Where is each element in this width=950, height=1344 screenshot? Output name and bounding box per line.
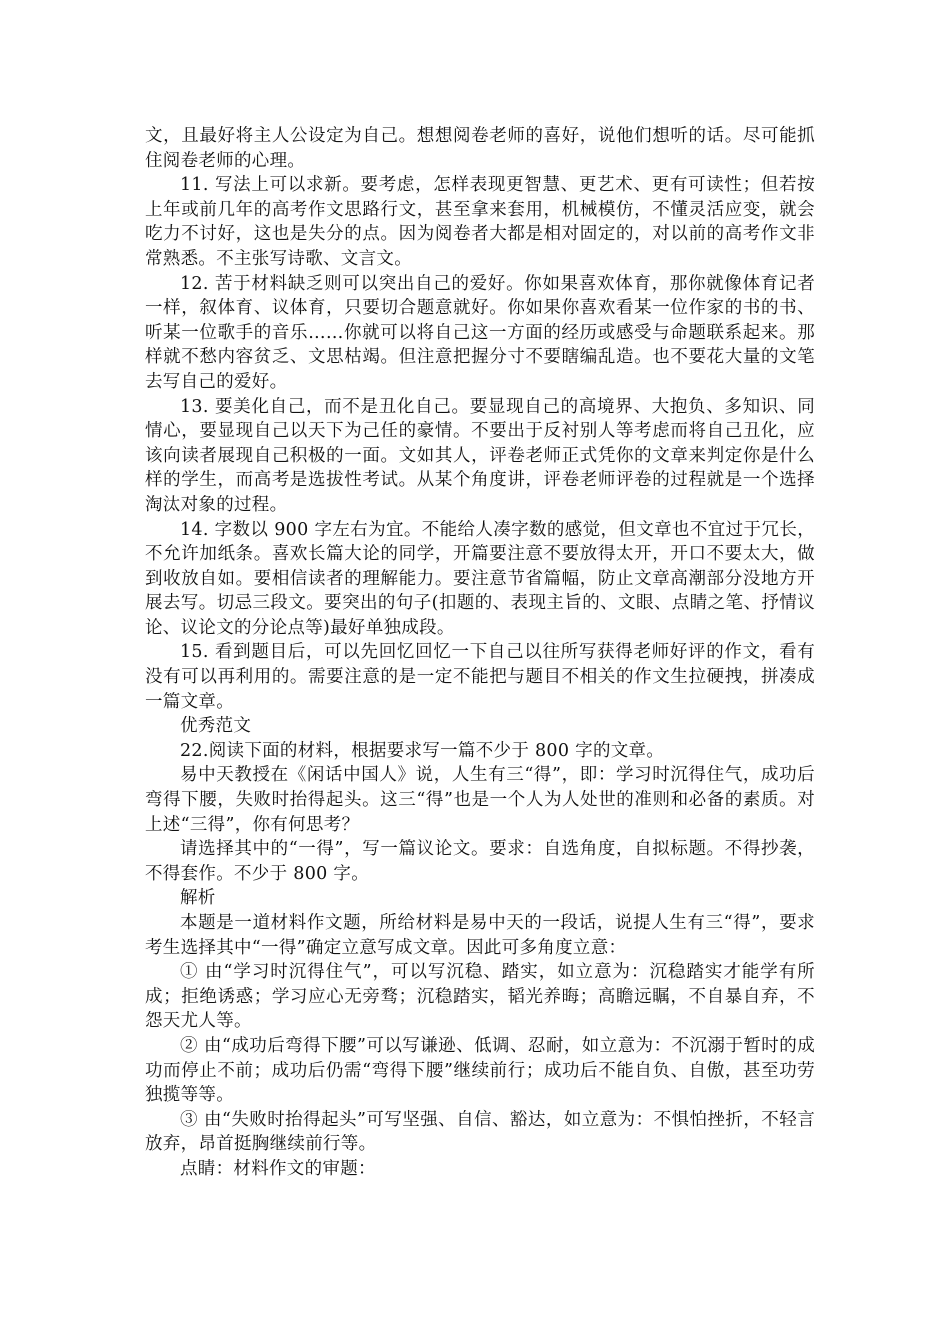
requirements: 请选择其中的“一得”，写一篇议论文。要求：自选角度，自拟标题。不得抄袭，不得套作。不少于 800 字。 xyxy=(145,839,815,884)
paragraph: 13. 要美化自己，而不是丑化自己。要显现自己的高境界、大抱负、多知识、同情心，要显现自己以天下为己任的豪情。不要出于反衬别人等考虑而将自己丑化，应该向读者展现自己积极的一面。文如其人，评卷老师正式凭你的文章来判定你是什么样的学生，而高考是选拔性考试。从某个角度讲，评卷老师评卷的过程就是一个选择淘汰对象的过程。 xyxy=(145,396,815,515)
material-quote: 易中天教授在《闲话中国人》说，人生有三“得”，即：学习时沉得住气，成功后弯得下腰，失败时抬得起头。这三“得”也是一个人为人处世的准则和必备的素质。对上述“三得”，你有何思考？ xyxy=(145,765,815,835)
document-body xyxy=(145,124,815,1182)
paragraph: 点睛：材料作文的审题： xyxy=(180,1158,376,1179)
paragraph: 15. 看到题目后，可以先回忆回忆一下自己以往所写获得老师好评的作文，看有没有可以再利用的。需要注意的是一定不能把与题目不相关的作文生拉硬拽，拼凑成一篇文章。 xyxy=(145,642,815,712)
paragraph: 12. 苦于材料缺乏则可以突出自己的爱好。你如果喜欢体育，那你就像体育记者一样，叙体育、议体育，只要切合题意就好。你如果你喜欢看某一位作家的书的书、听某一位歌手的音乐……你就可以将自己这一方面的经历或感受与命题联系起来。那样就不愁内容贫乏、文思枯竭。但注意把握分寸不要瞎编乱造。也不要花大量的文笔去写自己的爱好。 xyxy=(145,273,815,392)
section-heading: 解析 xyxy=(180,888,216,909)
list-item: ③ 由“失败时抬得起头”可写坚强、自信、豁达，如立意为：不惧怕挫折，不轻言放弃，昂首挺胸继续前行等。 xyxy=(145,1109,815,1155)
paragraph: 文，且最好将主人公设定为自己。想想阅卷老师的喜好，说他们想听的话。尽可能抓住阅卷老师的心理。 xyxy=(145,126,815,171)
list-item: ② 由“成功后弯得下腰”可以写谦逊、低调、忍耐，如立意为：不沉溺于暂时的成功而停止不前；成功后仍需“弯得下腰”继续前行；成功后不能自负、自傲，甚至功劳独揽等等。 xyxy=(145,1035,815,1106)
list-item: ① 由“学习时沉得住气”，可以写沉稳、踏实，如立意为：沉稳踏实才能学有所成；拒绝诱惑；学习应心无旁骛；沉稳踏实，韬光养晦；高瞻远瞩，不自暴自弃，不怨天尤人等。 xyxy=(145,962,815,1032)
question-prompt: 22.阅读下面的材料，根据要求写一篇不少于 800 字的文章。 xyxy=(180,740,665,761)
paragraph: 本题是一道材料作文题，所给材料是易中天的一段话，说提人生有三“得”，要求考生选择其中“一得”确定立意写成文章。因此可多角度立意： xyxy=(145,913,815,958)
paragraph: 14. 字数以 900 字左右为宜。不能给人凑字数的感觉，但文章也不宜过于冗长，不允许加纸条。喜欢长篇大论的同学，开篇要注意不要放得太开，开口不要太大，做到收放自如。要相信读者的理解能力。要注意节省篇幅，防止文章高潮部分没地方开展去写。切忌三段文。要突出的句子(扣题的、表现主旨的、文眼、点睛之笔、抒情议论、议论文的分论点等)最好单独成段。 xyxy=(145,519,815,638)
paragraph: 11. 写法上可以求新。要考虑，怎样表现更智慧、更艺术、更有可读性；但若按上年或前几年的高考作文思路行文，甚至拿来套用，机械模仿，不懂灵活应变，就会吃力不讨好，这也是失分的点。因为阅卷者大都是相对固定的，对以前的高考作文非常熟悉。不主张写诗歌、文言文。 xyxy=(145,175,815,269)
section-heading: 优秀范文 xyxy=(180,716,252,737)
